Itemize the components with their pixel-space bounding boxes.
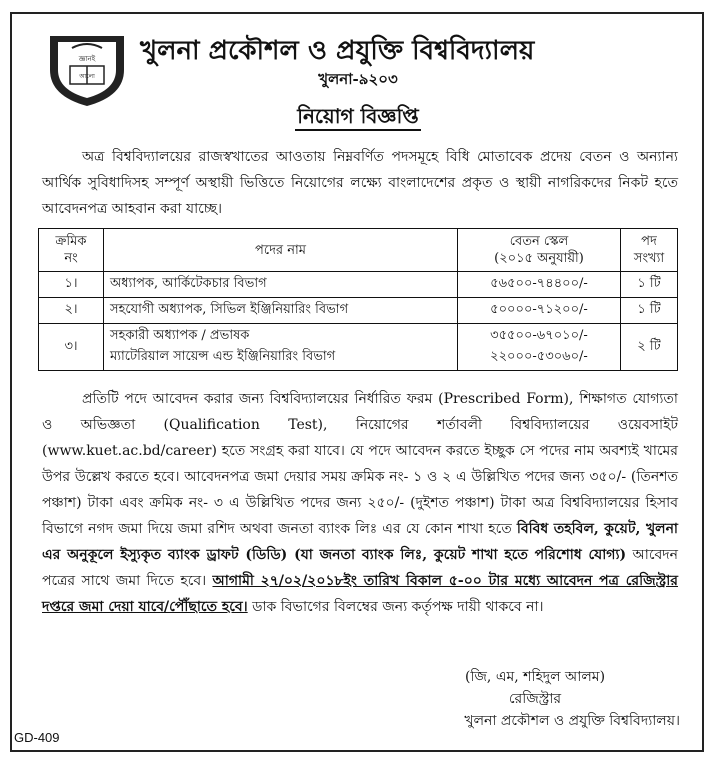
gd-code: GD-409 [14, 730, 60, 745]
table-row [39, 324, 678, 371]
header-post: পদের নাম [104, 229, 458, 272]
body-text-1: প্রতিটি পদে আবেদন করার জন্য বিশ্ববিদ্যালয়ের নির্ধারিত ফরম (Prescribed Form), শিক্ষাগত যোগ্যতা ও অভিজ্ঞতা (Qualification Test), নিয়োগের শর্তাবলী বিশ্ববিদ্যালয়ের ওয়েবসাইট (www.kuet.ac.bd/career) হতে সংগ্রহ করা যাবে। যে পদে আবেদন করতে ইচ্ছুক সে পদের নাম অবশ্যই খামের উপর উল্লেখ করতে হবে। আবেদনপত্র জমা দেয়ার সময় ক্রমিক নং- ১ ও ২ এ উল্লিখিত পদের জন্য ৩৫০/- (তিনশত পঞ্চাশ) টাকা এবং ক্রমিক নং- ৩ এ উল্লিখিত পদের জন্য ২৫০/- (দুইশত পঞ্চাশ) টাকা অত্র বিশ্ববিদ্যালয়ের হিসাব বিভাগে নগদ জমা দিয়ে জমা রশিদ অথবা জনতা ব্যাংক লিঃ এর যে কোন শাখা হতে [42, 391, 678, 537]
row-post: সহকারী অধ্যাপক / প্রভাষক ম্যাটেরিয়াল সায়েন্স এন্ড ইঞ্জিনিয়ারিং বিভাগ [104, 324, 458, 371]
bank-draft-text: বিবিধ তহবিল, কুয়েট, খুলনা এর অনুকূলে ইস্যুকৃত ব্যাংক ড্রাফট (ডিডি) (যা জনতা ব্যাংক লিঃ, কুয়েট শাখা হতে পরিশোধ যোগ্য) [42, 521, 678, 563]
signature-block [390, 666, 680, 732]
row-count: ২ টি [621, 324, 678, 371]
posts-table [38, 228, 678, 371]
row-scale: ৫৬৫০০-৭৪৪০০/- [458, 272, 621, 298]
notice-title: নিয়োগ বিজ্ঞপ্তি [295, 104, 421, 131]
header-serial: ক্রমিক নং [39, 229, 104, 272]
body-text-2: আবেদন পত্রের সাথে জমা দিতে হবে। [42, 547, 678, 589]
row-serial: ৩। [39, 324, 104, 371]
notice-title-wrap [0, 102, 716, 135]
row-post: অধ্যাপক, আর্কিটেকচার বিভাগ [104, 272, 458, 298]
body-text-3: ডাক বিভাগের বিলম্বের জন্য কর্তৃপক্ষ দায়ী থাকবে না। [247, 599, 544, 615]
table-row [39, 298, 678, 324]
intro-paragraph: অত্র বিশ্ববিদ্যালয়ের রাজস্বখাতের আওতায় নিম্নবর্ণিত পদসমূহে বিধি মোতাবেক প্রদেয় বেতন ও অন্যান্য আর্থিক সুবিধাদিসহ সম্পূর্ণ অস্থায়ী ভিত্তিতে নিয়োগের লক্ষ্যে বাংলাদেশের প্রকৃত ও স্থায়ী নাগরিকদের নিকট হতে আবেদনপত্র আহবান করা যাচ্ছে। [42, 149, 678, 217]
instructions-paragraph [42, 386, 678, 620]
row-serial: ২। [39, 298, 104, 324]
signatory-name: (জি, এম, শহিদুল আলম) [464, 669, 606, 685]
logo-motto-top: জ্ঞানই [78, 55, 96, 63]
logo-motto-mid: আলো [79, 73, 95, 80]
row-count: ১ টি [621, 272, 678, 298]
row-count: ১ টি [621, 298, 678, 324]
row-scale: ৫০০০০-৭১২০০/- [458, 298, 621, 324]
postal-address: খুলনা-৯২০৩ [318, 70, 398, 88]
signatory-address: খুলনা প্রকৌশল ও প্রযুক্তি বিশ্ববিদ্যালয়। [464, 713, 680, 729]
table-header-row [39, 229, 678, 272]
row-serial: ১। [39, 272, 104, 298]
header-count: পদ সংখ্যা [621, 229, 678, 272]
table-row [39, 272, 678, 298]
row-post: সহযোগী অধ্যাপক, সিভিল ইঞ্জিনিয়ারিং বিভাগ [104, 298, 458, 324]
deadline-text: আগামী ২৭/০২/২০১৮ইং তারিখ বিকাল ৫-০০ টার মধ্যে আবেদন পত্র রেজিস্ট্রার দপ্তরে জমা দেয়া যাবে/পৌঁছাতে হবে। [42, 573, 678, 615]
signatory-title: রেজিস্ট্রার [508, 691, 562, 707]
header-scale: বেতন স্কেল (২০১৫ অনুযায়ী) [458, 229, 621, 272]
university-name: খুলনা প্রকৌশল ও প্রযুক্তি বিশ্ববিদ্যালয় [140, 36, 535, 66]
row-scale: ৩৫৫০০-৬৭০১০/- ২২০০০-৫৩০৬০/- [458, 324, 621, 371]
